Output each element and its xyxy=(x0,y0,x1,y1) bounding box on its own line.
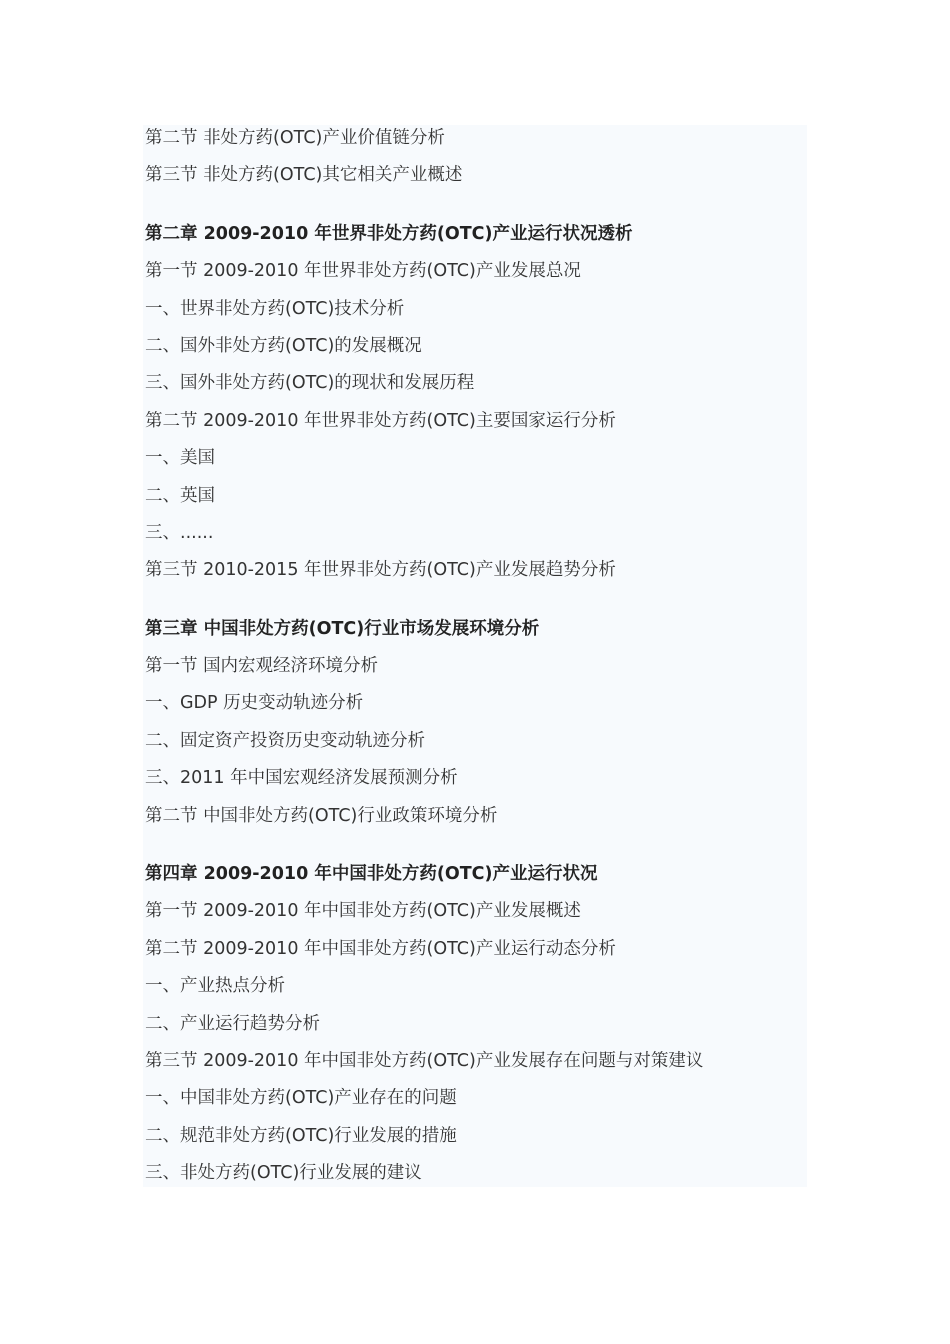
toc-section-line: 第二节 2009-2010 年世界非处方药(OTC)主要国家运行分析 xyxy=(145,410,616,431)
toc-item-line: 一、GDP 历史变动轨迹分析 xyxy=(145,693,364,714)
toc-section-line: 第二节 中国非处方药(OTC)行业政策环境分析 xyxy=(145,805,498,826)
table-of-contents xyxy=(145,120,785,1193)
toc-section-line: 第一节 2009-2010 年世界非处方药(OTC)产业发展总况 xyxy=(145,261,581,282)
toc-item-line: 一、中国非处方药(OTC)产业存在的问题 xyxy=(145,1088,457,1109)
toc-section-line: 第二节 2009-2010 年中国非处方药(OTC)产业运行动态分析 xyxy=(145,938,616,959)
toc-item-line: 三、国外非处方药(OTC)的现状和发展历程 xyxy=(145,373,475,394)
toc-item-line: 二、规范非处方药(OTC)行业发展的措施 xyxy=(145,1125,457,1146)
toc-section-line: 第三节 2009-2010 年中国非处方药(OTC)产业发展存在问题与对策建议 xyxy=(145,1050,704,1071)
toc-chapter-line: 第二章 2009-2010 年世界非处方药(OTC)产业运行状况透析 xyxy=(145,223,633,244)
toc-section-line: 第一节 2009-2010 年中国非处方药(OTC)产业发展概述 xyxy=(145,901,581,922)
toc-item-line: 三、...... xyxy=(145,522,214,543)
toc-item-line: 三、2011 年中国宏观经济发展预测分析 xyxy=(145,768,458,789)
toc-item-line: 二、国外非处方药(OTC)的发展概况 xyxy=(145,335,422,356)
toc-item-line: 一、美国 xyxy=(145,448,215,469)
toc-section-line: 第三节 2010-2015 年世界非处方药(OTC)产业发展趋势分析 xyxy=(145,560,616,581)
toc-section-line: 第一节 国内宏观经济环境分析 xyxy=(145,656,379,677)
toc-item-line: 一、产业热点分析 xyxy=(145,976,285,997)
toc-section-line: 第二节 非处方药(OTC)产业价值链分析 xyxy=(145,128,445,148)
toc-item-line: 二、英国 xyxy=(145,485,215,506)
toc-item-line: 二、产业运行趋势分析 xyxy=(145,1013,320,1034)
toc-item-line: 二、固定资产投资历史变动轨迹分析 xyxy=(145,730,425,751)
toc-item-line: 三、非处方药(OTC)行业发展的建议 xyxy=(145,1163,422,1184)
toc-item-line: 一、世界非处方药(OTC)技术分析 xyxy=(145,298,405,319)
toc-chapter-line: 第四章 2009-2010 年中国非处方药(OTC)产业运行状况 xyxy=(145,864,598,885)
toc-section-line: 第三节 非处方药(OTC)其它相关产业概述 xyxy=(145,165,463,186)
toc-chapter-line: 第三章 中国非处方药(OTC)行业市场发展环境分析 xyxy=(145,618,540,639)
